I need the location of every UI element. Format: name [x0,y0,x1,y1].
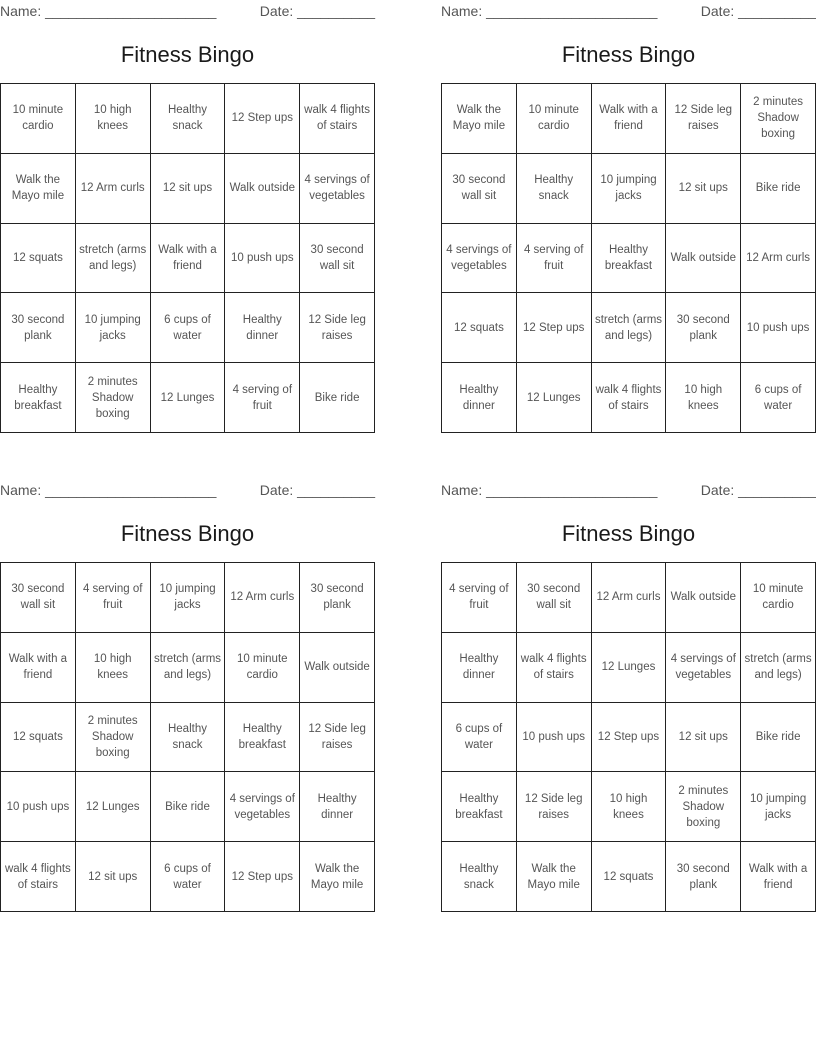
bingo-cell: 12 Lunges [76,772,151,842]
bingo-cell: 30 second plank [666,842,741,912]
bingo-cell: 12 sit ups [76,842,151,912]
bingo-cell: 12 squats [442,293,517,363]
bingo-cell: 10 minute cardio [741,563,816,633]
bingo-cell: 10 minute cardio [225,633,300,703]
bingo-cell: Walk the Mayo mile [517,842,592,912]
bingo-cell: 12 squats [592,842,667,912]
bingo-cell: Healthy breakfast [442,772,517,842]
card-header [0,479,375,501]
bingo-cell: Healthy breakfast [592,224,667,294]
bingo-cell: 30 second plank [1,293,76,363]
bingo-cell: Walk outside [300,633,375,703]
bingo-grid [441,83,816,433]
bingo-cell: 10 push ups [225,224,300,294]
bingo-cell: stretch (arms and legs) [741,633,816,703]
bingo-cell: 12 Arm curls [76,154,151,224]
name-field: Name: ______________________ [441,3,658,19]
bingo-cell: 12 squats [1,703,76,773]
bingo-cell: 12 sit ups [151,154,226,224]
bingo-cell: Walk with a friend [151,224,226,294]
name-field: Name: ______________________ [0,482,217,498]
card-header [0,0,375,22]
bingo-card [441,0,816,435]
bingo-cell: walk 4 flights of stairs [517,633,592,703]
bingo-cell: 12 Side leg raises [300,703,375,773]
bingo-cell: 4 serving of fruit [517,224,592,294]
bingo-cell: 10 minute cardio [517,84,592,154]
bingo-cell: 10 high knees [592,772,667,842]
bingo-cell: 30 second plank [666,293,741,363]
bingo-cell: 12 Lunges [517,363,592,433]
bingo-cell: 10 high knees [76,84,151,154]
bingo-cell: 12 Step ups [592,703,667,773]
bingo-cell: Walk with a friend [592,84,667,154]
card-title: Fitness Bingo [561,42,696,67]
bingo-cell: Walk the Mayo mile [300,842,375,912]
bingo-card [441,479,816,914]
bingo-cell: Healthy snack [517,154,592,224]
bingo-grid [0,562,375,912]
bingo-cell: 4 serving of fruit [76,563,151,633]
bingo-cell: 6 cups of water [741,363,816,433]
bingo-cell: 10 push ups [517,703,592,773]
bingo-cell: Walk the Mayo mile [1,154,76,224]
bingo-cell: 12 Arm curls [592,563,667,633]
bingo-cell: 30 second wall sit [442,154,517,224]
bingo-grid [441,562,816,912]
bingo-card [0,479,375,914]
bingo-cell: Healthy dinner [442,633,517,703]
bingo-cell: 10 jumping jacks [151,563,226,633]
bingo-cell: 30 second plank [300,563,375,633]
date-field: Date: __________ [700,482,816,498]
bingo-cell: 10 minute cardio [1,84,76,154]
bingo-cell: 2 minutes Shadow boxing [666,772,741,842]
bingo-cell: 12 Step ups [225,842,300,912]
bingo-cell: 4 servings of vegetables [300,154,375,224]
bingo-cell: Walk with a friend [741,842,816,912]
bingo-cell: 30 second wall sit [517,563,592,633]
bingo-cell: Walk with a friend [1,633,76,703]
bingo-cell: Healthy breakfast [225,703,300,773]
bingo-cell: Healthy snack [442,842,517,912]
card-title: Fitness Bingo [561,521,696,546]
bingo-cell: Walk outside [666,224,741,294]
card-header [441,479,816,501]
bingo-cell: Healthy dinner [225,293,300,363]
bingo-cell: 10 push ups [741,293,816,363]
bingo-cell: walk 4 flights of stairs [300,84,375,154]
bingo-cell: stretch (arms and legs) [592,293,667,363]
date-field: Date: __________ [700,3,816,19]
bingo-cell: 2 minutes Shadow boxing [76,363,151,433]
bingo-cell: 10 jumping jacks [76,293,151,363]
bingo-grid [0,83,375,433]
bingo-cell: 12 Step ups [225,84,300,154]
bingo-cell: Walk outside [666,563,741,633]
card-title: Fitness Bingo [120,521,255,546]
bingo-cell: stretch (arms and legs) [76,224,151,294]
bingo-cell: 12 sit ups [666,154,741,224]
bingo-cell: 12 sit ups [666,703,741,773]
bingo-cell: Healthy dinner [442,363,517,433]
bingo-cell: Walk the Mayo mile [442,84,517,154]
bingo-card [0,0,375,435]
bingo-cell: 4 servings of vegetables [442,224,517,294]
bingo-cell: 10 high knees [666,363,741,433]
card-header [441,0,816,22]
bingo-cell: 12 Lunges [151,363,226,433]
bingo-cell: walk 4 flights of stairs [592,363,667,433]
bingo-cell: Bike ride [151,772,226,842]
bingo-cell: walk 4 flights of stairs [1,842,76,912]
bingo-cell: Healthy snack [151,703,226,773]
date-field: Date: __________ [259,482,375,498]
bingo-cell: stretch (arms and legs) [151,633,226,703]
bingo-cell: 12 Lunges [592,633,667,703]
bingo-cell: 4 serving of fruit [225,363,300,433]
bingo-cell: 12 Side leg raises [517,772,592,842]
bingo-cell: 6 cups of water [442,703,517,773]
card-title: Fitness Bingo [120,42,255,67]
bingo-cell: 4 servings of vegetables [666,633,741,703]
bingo-cell: Healthy dinner [300,772,375,842]
bingo-cell: Healthy breakfast [1,363,76,433]
bingo-cell: 30 second wall sit [300,224,375,294]
bingo-cell: Walk outside [225,154,300,224]
bingo-cell: 12 Side leg raises [300,293,375,363]
bingo-cell: 10 jumping jacks [741,772,816,842]
bingo-cell: 30 second wall sit [1,563,76,633]
bingo-cell: 4 serving of fruit [442,563,517,633]
bingo-cell: Healthy snack [151,84,226,154]
bingo-cell: 4 servings of vegetables [225,772,300,842]
bingo-cell: 6 cups of water [151,293,226,363]
bingo-cell: 12 Arm curls [225,563,300,633]
bingo-cell: 12 Arm curls [741,224,816,294]
bingo-cell: 2 minutes Shadow boxing [741,84,816,154]
name-field: Name: ______________________ [441,482,658,498]
bingo-cell: 12 Step ups [517,293,592,363]
bingo-cell: 12 Side leg raises [666,84,741,154]
bingo-cell: Bike ride [741,154,816,224]
bingo-cell: Bike ride [300,363,375,433]
bingo-cell: Bike ride [741,703,816,773]
bingo-cell: 12 squats [1,224,76,294]
name-field: Name: ______________________ [0,3,217,19]
bingo-cell: 6 cups of water [151,842,226,912]
bingo-cell: 10 jumping jacks [592,154,667,224]
bingo-cell: 2 minutes Shadow boxing [76,703,151,773]
bingo-cell: 10 high knees [76,633,151,703]
date-field: Date: __________ [259,3,375,19]
bingo-cell: 10 push ups [1,772,76,842]
